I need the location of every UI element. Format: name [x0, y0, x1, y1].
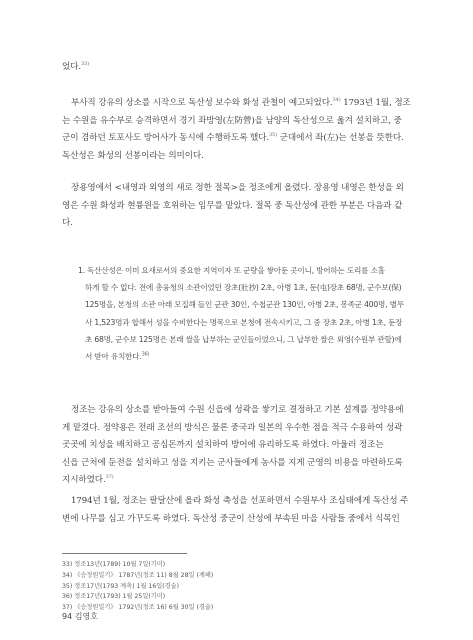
paragraph-line: 변에 나무를 심고 가꾸도록 하였다. 독산성 중군이 산성에 부속된 마을 사람들 중에서 식목인 — [62, 513, 400, 524]
continued-line — [62, 59, 418, 77]
paragraph-line: 다. — [62, 218, 73, 228]
paragraph-line: 는 수원을 유수부로 승격하면서 경기 좌방영(左防營)을 남양의 독산성으로 옮겨 설치하고, 중 — [62, 115, 402, 126]
footnote-ref[interactable]: 37) — [105, 474, 114, 481]
quote-line: 1. 독산산성은 이미 요새로서의 중요한 지역이자 또 군량을 쌓아둔 곳이니, 방어하는 도리를 소홀 — [78, 266, 385, 275]
footnote-ref[interactable]: 35) — [269, 132, 278, 139]
quote-line: 125명을, 본청의 소관 아래 모집해 들인 군관 30인, 수첩군관 130인, 아병 2초, 봉족군 400명, 별무 — [85, 300, 404, 310]
paragraph-line: 신읍 근처에 둔전을 설치하고 성을 지키는 군사들에게 농사를 지게 군영의 비용을 마련하도록 — [62, 457, 403, 468]
paragraph-line: 곳곳에 치성을 배치하고 공심돈까지 설치하여 방어에 유리하도록 하였다. 아울러 정조는 — [62, 440, 384, 450]
paragraph-line: 정조는 강유의 상소를 받아들여 수원 신읍에 성곽을 쌓기로 결정하고 기본 설계를 정약용에 — [71, 405, 404, 415]
block-quote — [78, 262, 413, 365]
paragraph-line: 군이 겸하던 토포사도 방어사가 동시에 수행하도록 했다.$^{35)}$ 군대에서 좌(左)는 선봉을 뜻한다. — [62, 132, 404, 143]
quote-line: 초 68명, 군수보 125명은 본래 쌀을 납부하는 군인들이었으니, 그 납부한 쌀은 외영(수원부 관할)에 — [85, 334, 402, 344]
continued-text: 었다. — [62, 62, 82, 72]
footnote-divider — [62, 553, 187, 554]
footnote-ref[interactable]: 34) — [332, 97, 341, 104]
paragraph-3 — [62, 402, 418, 490]
paragraph-line: 부사직 강유의 상소를 시작으로 독산성 보수와 화성 관철이 예고되었다.$^{34)}$ 1793년 1월, 정조 — [71, 97, 411, 108]
footnotes — [62, 560, 402, 614]
paragraph-line: 지시하였다.$^{37)}$ — [62, 474, 114, 485]
quote-line: 하게 할 수 없다. 전에 총융청의 소관이었던 장초(壯抄) 2초, 아병 1초, 둔(屯)장초 68명, 군수보(保) — [85, 283, 402, 293]
paragraph-line: 1794년 1월, 정조는 팔달산에 올라 화성 축성을 선포하면서 수원부사 조심태에게 독산성 주 — [71, 496, 409, 506]
page-footer: 94 김영호 — [62, 612, 98, 621]
paragraph-line: 영은 수원 화성과 현륭원을 호위하는 임무를 맡았다. 절목 중 독산성에 관한 부분은 다음과 같 — [62, 200, 403, 211]
footnote-item: 34) 《승정원일기》 1787년(정조 11) 8월 28일 (계해) — [62, 571, 214, 579]
quote-line: 사 1,523명과 합해서 성을 수비한다는 명목으로 본청에 전속시키고, 그 중 장초 2초, 아병 1초, 둔장 — [85, 317, 403, 327]
footnote-item: 35) 정조17년(1793 계축) 1월 16일(경술) — [62, 582, 180, 590]
paragraph-line: 장용영에서 <내영과 외영의 새로 정한 절목>을 정조에게 올렸다. 장용영 내영은 한성을 외 — [71, 183, 404, 193]
footnote-item: 33) 정조13년(1789) 10월 7일(기미) — [62, 561, 166, 568]
footnote-ref[interactable]: 33) — [81, 61, 90, 68]
paragraph-1 — [62, 95, 418, 165]
footnote-ref[interactable]: 36) — [141, 351, 150, 358]
quote-line: 서 받아 유치한다.$^{36)}$ — [85, 351, 150, 362]
paragraph-line: 게 맡겼다. 정약용은 전래 조선의 방식은 물론 중국과 일본의 우수한 점을 적극 수용하여 성곽 — [62, 422, 403, 433]
paragraph-line: 독산성은 화성의 선봉이라는 의미이다. — [62, 150, 204, 161]
paragraph-2 — [62, 180, 418, 233]
paragraph-4 — [62, 493, 418, 528]
footnote-item: 37) 《승정원일기》 1792년(정조 16) 6월 30일 (경술) — [62, 604, 214, 612]
footnote-item: 36) 정조17년(1793) 1월 25일(기미) — [62, 593, 166, 601]
